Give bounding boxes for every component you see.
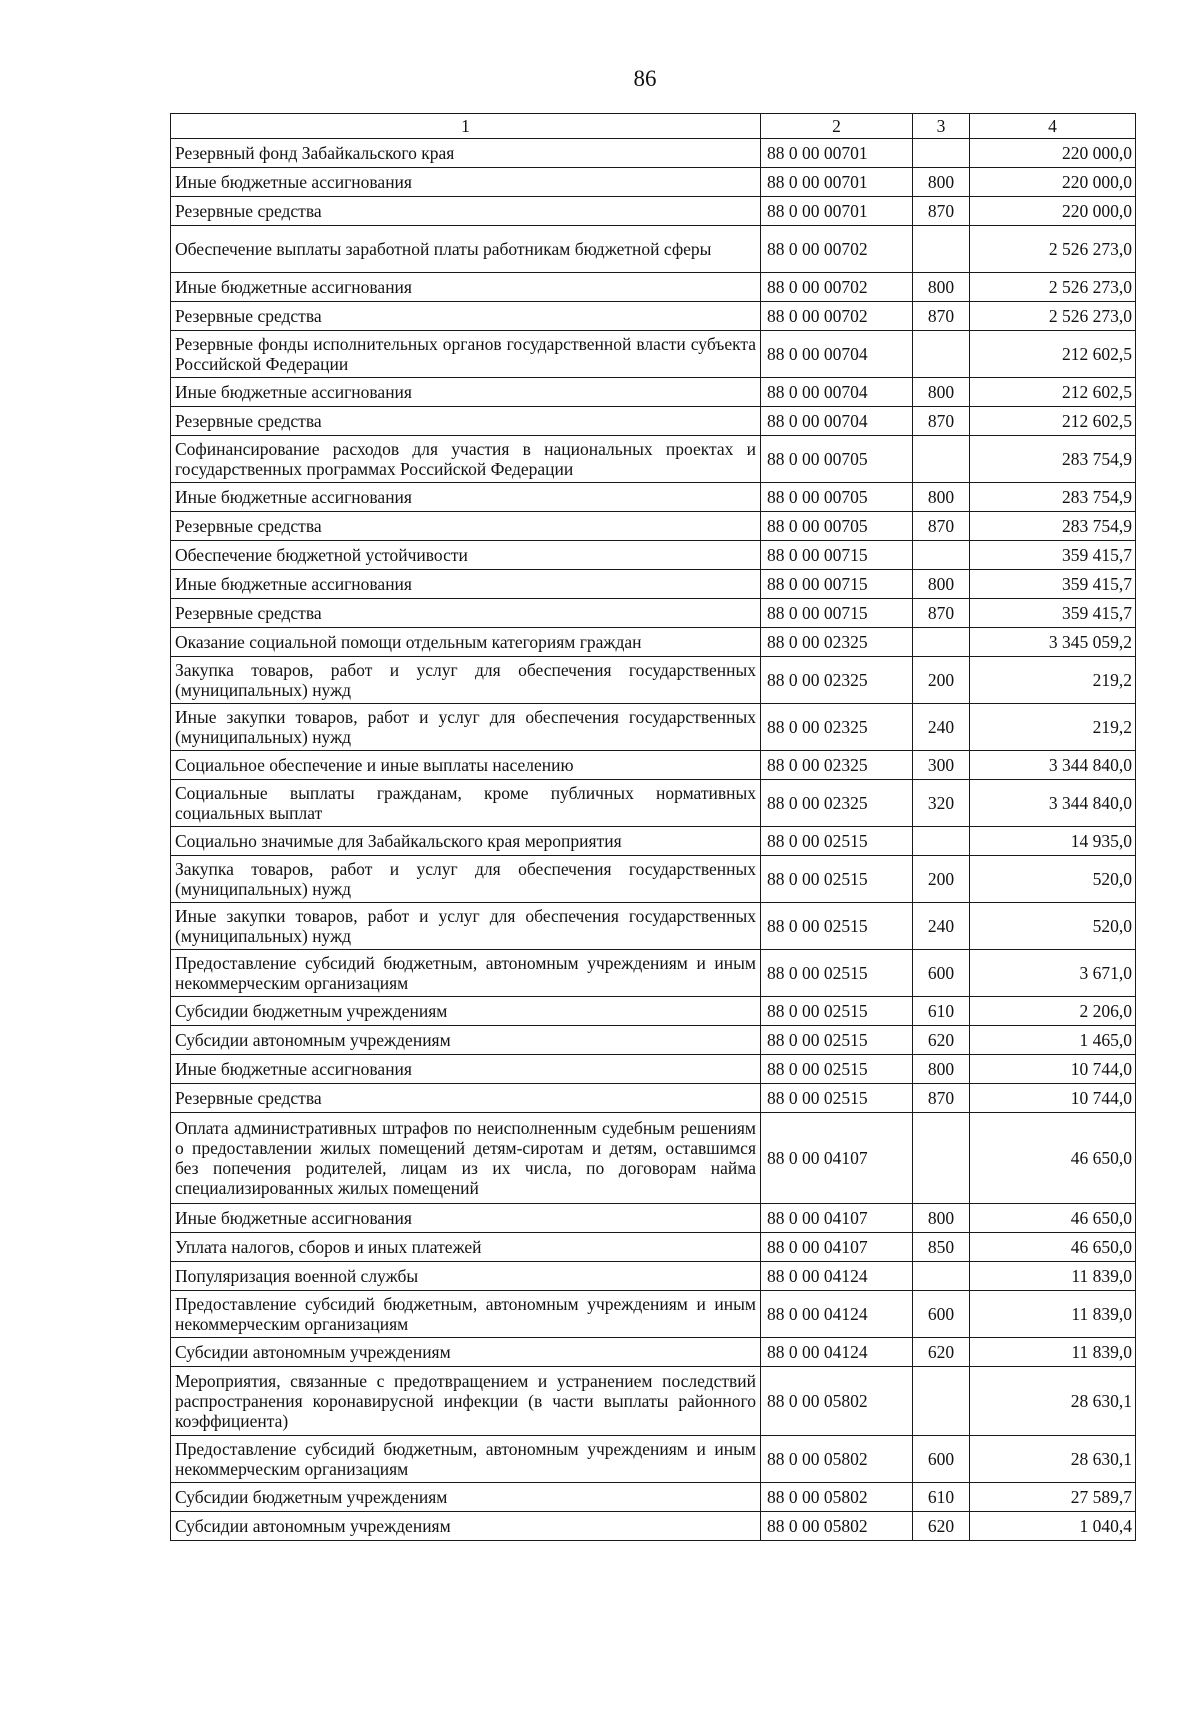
table-row bbox=[171, 1436, 1136, 1483]
row-expense-type-cell: 320 bbox=[913, 780, 970, 827]
row-code-cell: 88 0 00 00705 bbox=[761, 436, 913, 483]
row-code-cell: 88 0 00 02325 bbox=[761, 628, 913, 657]
row-amount-cell: 3 344 840,0 bbox=[970, 751, 1136, 780]
row-code-cell: 88 0 00 00702 bbox=[761, 302, 913, 331]
row-amount-cell: 27 589,7 bbox=[970, 1483, 1136, 1512]
row-expense-type-cell: 870 bbox=[913, 302, 970, 331]
table-row bbox=[171, 483, 1136, 512]
row-expense-type-cell bbox=[913, 331, 970, 378]
row-expense-type-cell bbox=[913, 226, 970, 273]
row-amount-cell: 11 839,0 bbox=[970, 1338, 1136, 1367]
table-row bbox=[171, 751, 1136, 780]
row-code-cell: 88 0 00 02515 bbox=[761, 903, 913, 950]
row-expense-type-cell: 610 bbox=[913, 997, 970, 1026]
row-code-cell: 88 0 00 00704 bbox=[761, 378, 913, 407]
row-name-cell: Закупка товаров, работ и услуг для обеспечения государственных (муниципальных) нужд bbox=[171, 856, 761, 903]
row-name-cell: Резервные средства bbox=[171, 302, 761, 331]
row-code-cell: 88 0 00 05802 bbox=[761, 1436, 913, 1483]
row-name-cell: Уплата налогов, сборов и иных платежей bbox=[171, 1233, 761, 1262]
row-code-cell: 88 0 00 00715 bbox=[761, 570, 913, 599]
row-code-cell: 88 0 00 00702 bbox=[761, 226, 913, 273]
row-name-cell: Резервные фонды исполнительных органов государственной власти субъекта Российской Федерации bbox=[171, 331, 761, 378]
row-amount-cell: 28 630,1 bbox=[970, 1367, 1136, 1436]
table-row bbox=[171, 512, 1136, 541]
row-name-cell: Социальное обеспечение и иные выплаты населению bbox=[171, 751, 761, 780]
row-expense-type-cell: 800 bbox=[913, 1055, 970, 1084]
row-amount-cell: 2 526 273,0 bbox=[970, 273, 1136, 302]
table-row bbox=[171, 1483, 1136, 1512]
row-name-cell: Обеспечение бюджетной устойчивости bbox=[171, 541, 761, 570]
row-expense-type-cell: 800 bbox=[913, 378, 970, 407]
row-name-cell: Субсидии бюджетным учреждениям bbox=[171, 1483, 761, 1512]
row-name-cell: Оказание социальной помощи отдельным категориям граждан bbox=[171, 628, 761, 657]
row-expense-type-cell: 600 bbox=[913, 1291, 970, 1338]
table-row bbox=[171, 302, 1136, 331]
row-amount-cell: 359 415,7 bbox=[970, 599, 1136, 628]
row-code-cell: 88 0 00 02515 bbox=[761, 1055, 913, 1084]
row-name-cell: Субсидии автономным учреждениям bbox=[171, 1512, 761, 1541]
row-name-cell: Софинансирование расходов для участия в национальных проектах и государственных программах Российской Федерации bbox=[171, 436, 761, 483]
row-expense-type-cell: 200 bbox=[913, 856, 970, 903]
row-expense-type-cell: 870 bbox=[913, 599, 970, 628]
header-col-2: 2 bbox=[761, 114, 913, 139]
row-code-cell: 88 0 00 04124 bbox=[761, 1338, 913, 1367]
header-col-4: 4 bbox=[970, 114, 1136, 139]
row-amount-cell: 220 000,0 bbox=[970, 168, 1136, 197]
row-code-cell: 88 0 00 02325 bbox=[761, 657, 913, 704]
row-amount-cell: 520,0 bbox=[970, 856, 1136, 903]
row-code-cell: 88 0 00 00705 bbox=[761, 512, 913, 541]
row-amount-cell: 1 040,4 bbox=[970, 1512, 1136, 1541]
row-code-cell: 88 0 00 00705 bbox=[761, 483, 913, 512]
row-code-cell: 88 0 00 00715 bbox=[761, 599, 913, 628]
table-row bbox=[171, 541, 1136, 570]
row-code-cell: 88 0 00 02325 bbox=[761, 751, 913, 780]
table-row bbox=[171, 1338, 1136, 1367]
header-col-3: 3 bbox=[913, 114, 970, 139]
row-code-cell: 88 0 00 02325 bbox=[761, 780, 913, 827]
row-amount-cell: 283 754,9 bbox=[970, 483, 1136, 512]
row-code-cell: 88 0 00 04107 bbox=[761, 1113, 913, 1204]
row-amount-cell: 283 754,9 bbox=[970, 436, 1136, 483]
row-expense-type-cell: 200 bbox=[913, 657, 970, 704]
row-code-cell: 88 0 00 04124 bbox=[761, 1262, 913, 1291]
row-expense-type-cell: 800 bbox=[913, 570, 970, 599]
row-amount-cell: 10 744,0 bbox=[970, 1084, 1136, 1113]
row-expense-type-cell bbox=[913, 436, 970, 483]
row-code-cell: 88 0 00 00704 bbox=[761, 331, 913, 378]
row-name-cell: Иные закупки товаров, работ и услуг для обеспечения государственных (муниципальных) нужд bbox=[171, 704, 761, 751]
table-row bbox=[171, 139, 1136, 168]
row-amount-cell: 2 526 273,0 bbox=[970, 302, 1136, 331]
row-expense-type-cell: 600 bbox=[913, 950, 970, 997]
table-row bbox=[171, 1291, 1136, 1338]
row-name-cell: Субсидии автономным учреждениям bbox=[171, 1026, 761, 1055]
row-code-cell: 88 0 00 02515 bbox=[761, 827, 913, 856]
row-code-cell: 88 0 00 00702 bbox=[761, 273, 913, 302]
row-expense-type-cell bbox=[913, 1113, 970, 1204]
row-name-cell: Резервный фонд Забайкальского края bbox=[171, 139, 761, 168]
row-expense-type-cell: 800 bbox=[913, 483, 970, 512]
row-amount-cell: 359 415,7 bbox=[970, 570, 1136, 599]
row-code-cell: 88 0 00 05802 bbox=[761, 1483, 913, 1512]
row-amount-cell: 219,2 bbox=[970, 704, 1136, 751]
row-amount-cell: 46 650,0 bbox=[970, 1204, 1136, 1233]
row-amount-cell: 220 000,0 bbox=[970, 139, 1136, 168]
row-code-cell: 88 0 00 00701 bbox=[761, 139, 913, 168]
row-amount-cell: 212 602,5 bbox=[970, 331, 1136, 378]
table-row bbox=[171, 903, 1136, 950]
table-row bbox=[171, 1233, 1136, 1262]
table-row bbox=[171, 407, 1136, 436]
row-name-cell: Иные закупки товаров, работ и услуг для обеспечения государственных (муниципальных) нужд bbox=[171, 903, 761, 950]
row-code-cell: 88 0 00 05802 bbox=[761, 1367, 913, 1436]
row-name-cell: Закупка товаров, работ и услуг для обеспечения государственных (муниципальных) нужд bbox=[171, 657, 761, 704]
table-row bbox=[171, 1055, 1136, 1084]
row-amount-cell: 11 839,0 bbox=[970, 1262, 1136, 1291]
row-name-cell: Иные бюджетные ассигнования bbox=[171, 483, 761, 512]
row-expense-type-cell bbox=[913, 827, 970, 856]
table-row bbox=[171, 378, 1136, 407]
row-expense-type-cell bbox=[913, 541, 970, 570]
row-code-cell: 88 0 00 04107 bbox=[761, 1204, 913, 1233]
table-row bbox=[171, 1204, 1136, 1233]
row-amount-cell: 212 602,5 bbox=[970, 378, 1136, 407]
row-amount-cell: 220 000,0 bbox=[970, 197, 1136, 226]
row-expense-type-cell: 600 bbox=[913, 1436, 970, 1483]
row-amount-cell: 219,2 bbox=[970, 657, 1136, 704]
row-code-cell: 88 0 00 02515 bbox=[761, 997, 913, 1026]
table-row bbox=[171, 1367, 1136, 1436]
row-expense-type-cell: 240 bbox=[913, 704, 970, 751]
row-amount-cell: 520,0 bbox=[970, 903, 1136, 950]
row-code-cell: 88 0 00 02515 bbox=[761, 856, 913, 903]
row-code-cell: 88 0 00 05802 bbox=[761, 1512, 913, 1541]
row-name-cell: Социальные выплаты гражданам, кроме публичных нормативных социальных выплат bbox=[171, 780, 761, 827]
row-name-cell: Резервные средства bbox=[171, 599, 761, 628]
row-expense-type-cell bbox=[913, 628, 970, 657]
table-row bbox=[171, 628, 1136, 657]
row-amount-cell: 3 345 059,2 bbox=[970, 628, 1136, 657]
row-code-cell: 88 0 00 00715 bbox=[761, 541, 913, 570]
table-row bbox=[171, 1084, 1136, 1113]
table-row bbox=[171, 657, 1136, 704]
row-name-cell: Резервные средства bbox=[171, 407, 761, 436]
row-code-cell: 88 0 00 02515 bbox=[761, 1026, 913, 1055]
row-code-cell: 88 0 00 04124 bbox=[761, 1291, 913, 1338]
row-amount-cell: 3 344 840,0 bbox=[970, 780, 1136, 827]
row-name-cell: Предоставление субсидий бюджетным, автономным учреждениям и иным некоммерческим организациям bbox=[171, 1291, 761, 1338]
row-name-cell: Иные бюджетные ассигнования bbox=[171, 378, 761, 407]
row-name-cell: Иные бюджетные ассигнования bbox=[171, 273, 761, 302]
row-amount-cell: 283 754,9 bbox=[970, 512, 1136, 541]
page-number: 86 bbox=[633, 66, 657, 91]
table-row bbox=[171, 1113, 1136, 1204]
budget-table bbox=[170, 113, 1136, 1541]
table-row bbox=[171, 950, 1136, 997]
row-code-cell: 88 0 00 02515 bbox=[761, 950, 913, 997]
row-name-cell: Субсидии автономным учреждениям bbox=[171, 1338, 761, 1367]
table-row bbox=[171, 168, 1136, 197]
row-expense-type-cell: 850 bbox=[913, 1233, 970, 1262]
row-name-cell: Мероприятия, связанные с предотвращением и устранением последствий распространения коронавирусной инфекции (в части выплаты районного коэффициента) bbox=[171, 1367, 761, 1436]
table-row bbox=[171, 1262, 1136, 1291]
row-code-cell: 88 0 00 00701 bbox=[761, 168, 913, 197]
row-amount-cell: 212 602,5 bbox=[970, 407, 1136, 436]
table-row bbox=[171, 226, 1136, 273]
row-amount-cell: 2 206,0 bbox=[970, 997, 1136, 1026]
row-expense-type-cell bbox=[913, 139, 970, 168]
row-code-cell: 88 0 00 00704 bbox=[761, 407, 913, 436]
table-row bbox=[171, 704, 1136, 751]
row-amount-cell: 14 935,0 bbox=[970, 827, 1136, 856]
table-header-row bbox=[171, 114, 1136, 139]
row-amount-cell: 28 630,1 bbox=[970, 1436, 1136, 1483]
row-amount-cell: 2 526 273,0 bbox=[970, 226, 1136, 273]
row-name-cell: Иные бюджетные ассигнования bbox=[171, 168, 761, 197]
row-name-cell: Резервные средства bbox=[171, 197, 761, 226]
table-row bbox=[171, 331, 1136, 378]
row-name-cell: Резервные средства bbox=[171, 1084, 761, 1113]
row-name-cell: Резервные средства bbox=[171, 512, 761, 541]
row-code-cell: 88 0 00 00701 bbox=[761, 197, 913, 226]
table-row bbox=[171, 273, 1136, 302]
row-expense-type-cell: 300 bbox=[913, 751, 970, 780]
row-code-cell: 88 0 00 02325 bbox=[761, 704, 913, 751]
row-amount-cell: 46 650,0 bbox=[970, 1113, 1136, 1204]
row-expense-type-cell bbox=[913, 1262, 970, 1291]
row-expense-type-cell: 870 bbox=[913, 197, 970, 226]
table-row bbox=[171, 1512, 1136, 1541]
row-name-cell: Иные бюджетные ассигнования bbox=[171, 1204, 761, 1233]
row-amount-cell: 359 415,7 bbox=[970, 541, 1136, 570]
row-amount-cell: 10 744,0 bbox=[970, 1055, 1136, 1084]
table-row bbox=[171, 570, 1136, 599]
row-name-cell: Социально значимые для Забайкальского края мероприятия bbox=[171, 827, 761, 856]
table-row bbox=[171, 997, 1136, 1026]
table-row bbox=[171, 856, 1136, 903]
table-row bbox=[171, 197, 1136, 226]
row-expense-type-cell: 870 bbox=[913, 1084, 970, 1113]
table-row bbox=[171, 780, 1136, 827]
row-name-cell: Иные бюджетные ассигнования bbox=[171, 1055, 761, 1084]
row-name-cell: Предоставление субсидий бюджетным, автономным учреждениям и иным некоммерческим организациям bbox=[171, 1436, 761, 1483]
row-name-cell: Иные бюджетные ассигнования bbox=[171, 570, 761, 599]
row-expense-type-cell: 620 bbox=[913, 1026, 970, 1055]
row-amount-cell: 3 671,0 bbox=[970, 950, 1136, 997]
row-expense-type-cell: 800 bbox=[913, 168, 970, 197]
table-row bbox=[171, 827, 1136, 856]
row-expense-type-cell: 620 bbox=[913, 1512, 970, 1541]
row-code-cell: 88 0 00 02515 bbox=[761, 1084, 913, 1113]
row-name-cell: Оплата административных штрафов по неисполненным судебным решениям о предоставлении жилых помещений детям-сиротам и детям, оставшимся без попечения родителей, лицам из их числа, по договорам найма специализированных жилых помещений bbox=[171, 1113, 761, 1204]
row-amount-cell: 11 839,0 bbox=[970, 1291, 1136, 1338]
budget-table-body bbox=[171, 114, 1136, 1541]
row-name-cell: Обеспечение выплаты заработной платы работникам бюджетной сферы bbox=[171, 226, 761, 273]
row-code-cell: 88 0 00 04107 bbox=[761, 1233, 913, 1262]
row-expense-type-cell: 610 bbox=[913, 1483, 970, 1512]
row-expense-type-cell: 870 bbox=[913, 512, 970, 541]
row-expense-type-cell: 870 bbox=[913, 407, 970, 436]
row-amount-cell: 46 650,0 bbox=[970, 1233, 1136, 1262]
row-expense-type-cell bbox=[913, 1367, 970, 1436]
table-row bbox=[171, 436, 1136, 483]
row-expense-type-cell: 800 bbox=[913, 273, 970, 302]
row-name-cell: Предоставление субсидий бюджетным, автономным учреждениям и иным некоммерческим организациям bbox=[171, 950, 761, 997]
row-expense-type-cell: 240 bbox=[913, 903, 970, 950]
table-row bbox=[171, 599, 1136, 628]
row-name-cell: Субсидии бюджетным учреждениям bbox=[171, 997, 761, 1026]
table-row bbox=[171, 1026, 1136, 1055]
row-expense-type-cell: 800 bbox=[913, 1204, 970, 1233]
row-expense-type-cell: 620 bbox=[913, 1338, 970, 1367]
row-amount-cell: 1 465,0 bbox=[970, 1026, 1136, 1055]
header-col-1: 1 bbox=[171, 114, 761, 139]
row-name-cell: Популяризация военной службы bbox=[171, 1262, 761, 1291]
